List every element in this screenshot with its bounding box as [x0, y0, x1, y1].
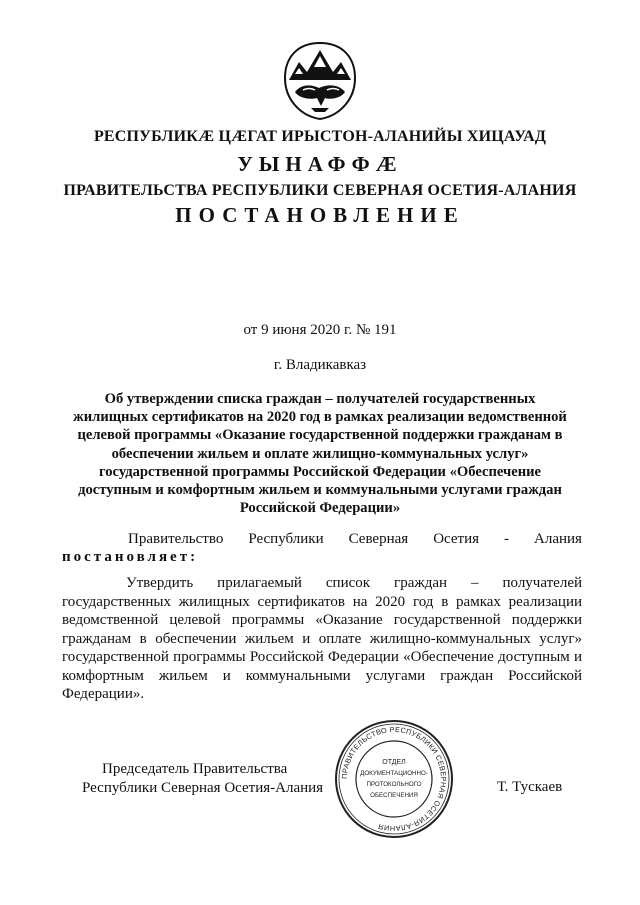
preamble-line — [128, 531, 582, 548]
preamble-word: Северная — [348, 531, 409, 547]
preamble-word: - — [504, 531, 510, 547]
russian-government-heading: ПРАВИТЕЛЬСТВА РЕСПУБЛИКИ СЕВЕРНАЯ ОСЕТИЯ-АЛАНИЯ — [63, 182, 577, 199]
document-city: г. Владикавказ — [273, 357, 367, 373]
resolves-word: постановляет: — [62, 549, 199, 565]
seal-center-line: ОБЕСПЕЧЕНИЯ — [370, 792, 418, 799]
russian-doc-type-heading: ПОСТАНОВЛЕНИЕ — [175, 203, 465, 227]
ossetian-republic-heading: РЕСПУБЛИКӔ ЦӔГАТ ИРЫСТОН-АЛАНИЙЫ ХИЦАУАД — [93, 128, 547, 145]
seal-center-line: ДОКУМЕНТАЦИОННО- — [360, 770, 428, 777]
coat-of-arms-icon — [281, 40, 359, 122]
seal-center-line: ПРОТОКОЛЬНОГО — [366, 781, 422, 788]
signatory-position-line2: Республики Северная Осетия-Алания — [82, 780, 324, 796]
official-seal-icon — [333, 718, 455, 840]
signatory-name: Т. Тускаев — [497, 779, 563, 795]
signatory-position-line1: Председатель Правительства — [102, 761, 288, 777]
signatory-position — [82, 760, 323, 798]
preamble-word: Правительство — [128, 531, 224, 547]
document-title: Об утверждении списка граждан – получателей государственных жилищных сертификатов на 2020 год в рамках реализации ведомственной целевой программы «Оказание государственной поддержки гражданам в обеспечении жильем и оплате жилищно-коммунальных услуг» государственной программы Российской Федерации «Обеспечение доступным и комфортным жильем и коммунальными услугами граждан Российской Федерации» — [73, 391, 567, 517]
document-date-number: от 9 июня 2020 г. № 191 — [243, 322, 397, 338]
preamble-word: Алания — [534, 531, 582, 547]
seal-outer-text: ПРАВИТЕЛЬСТВО РЕСПУБЛИКИ СЕВЕРНАЯ ОСЕТИЯ-АЛАНИЯ — [339, 724, 449, 834]
ossetian-doc-type-heading: УЫНАФФӔ — [237, 152, 403, 176]
preamble-word: Осетия — [433, 531, 480, 547]
preamble-word: Республики — [248, 531, 324, 547]
resolution-body: Утвердить прилагаемый список граждан – получателей государственных жилищных сертификатов на 2020 год в рамках реализации ведомственной целевой программы «Оказание государственной поддержки гражданам в обеспечении жильем и оплате жилищно-коммунальных услуг» государственной программы Российской Федерации «Обеспечение доступным и комфортным жильем и коммунальными услугами граждан Российской Федерации». — [62, 575, 582, 702]
seal-center-line: ОТДЕЛ — [382, 759, 406, 766]
